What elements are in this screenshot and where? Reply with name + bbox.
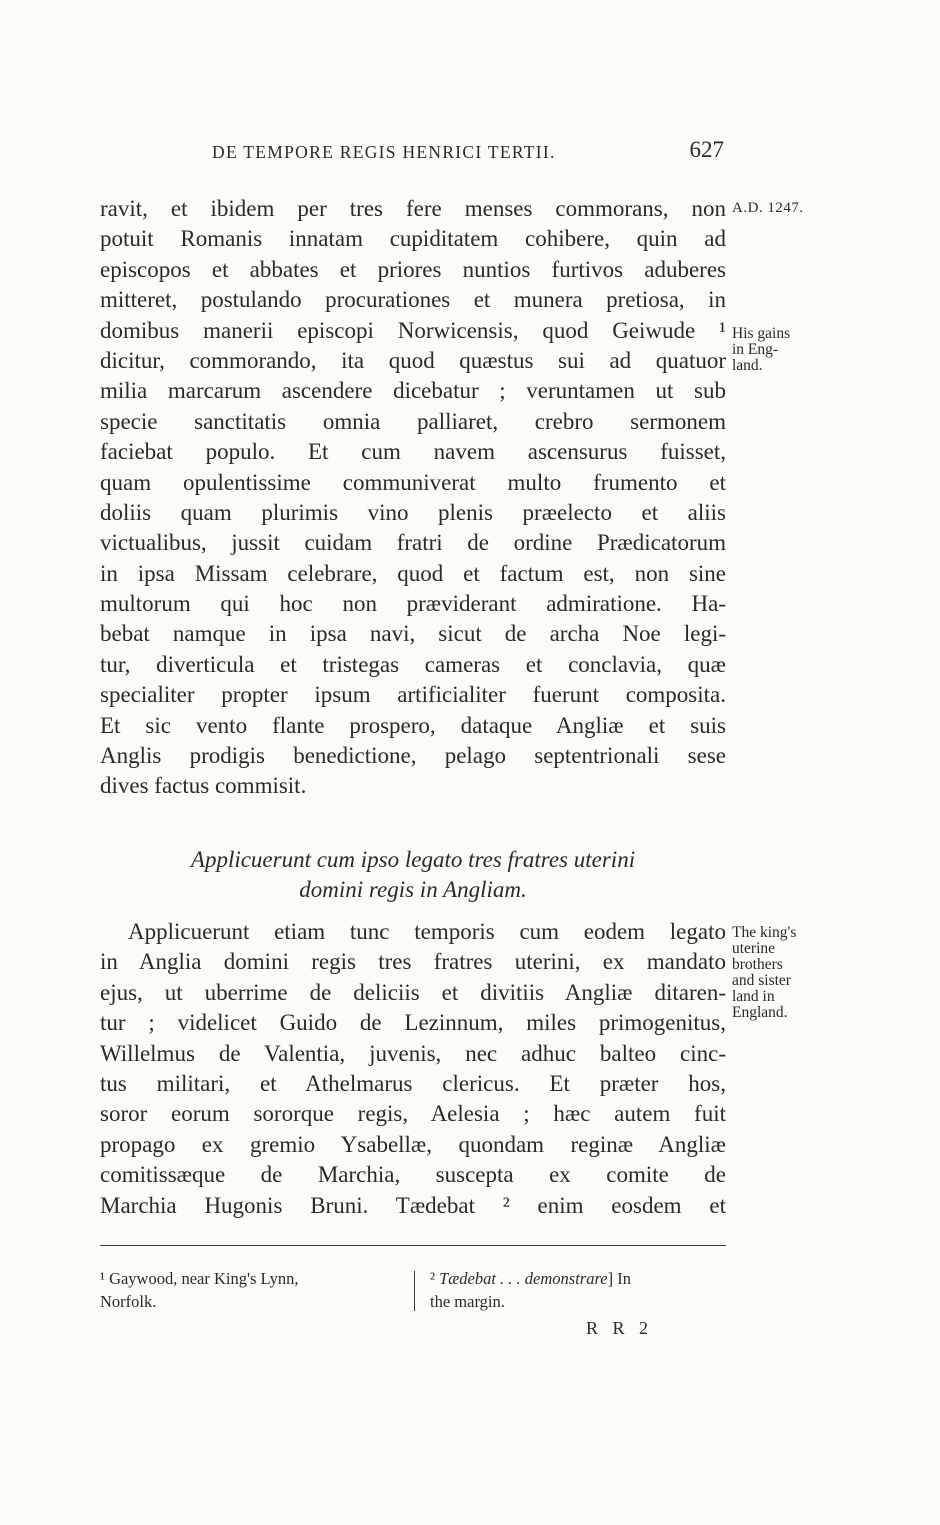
text-line: multorum qui hoc non præviderant admiratione. Ha- bbox=[100, 591, 726, 617]
text-line: soror eorum sororque regis, Aelesia ; hæc autem fuit bbox=[100, 1101, 726, 1127]
heading-line: domini regis in Angliam. bbox=[299, 877, 527, 902]
margin-note-line: land. bbox=[732, 357, 763, 374]
text-line: specialiter propter ipsum artificialiter fuerunt composita. bbox=[100, 682, 726, 708]
margin-note-line: England. bbox=[732, 1004, 788, 1021]
text-line: milia marcarum ascendere dicebatur ; veruntamen ut sub bbox=[100, 378, 726, 404]
text-line: propago ex gremio Ysabellæ, quondam reginæ Angliæ bbox=[100, 1131, 726, 1157]
text-line: Anglis prodigis benedictione, pelago septentrionali sese bbox=[100, 743, 726, 769]
margin-note-line: uterine bbox=[732, 940, 776, 957]
margin-note-gains bbox=[732, 326, 832, 374]
footnote-line: ¹ Gaywood, near King's Lynn, bbox=[100, 1269, 299, 1288]
text-line: domibus manerii episcopi Norwicensis, quod Geiwude ¹ bbox=[100, 317, 726, 343]
footnote-marker: ² bbox=[430, 1269, 440, 1288]
footnote-line: Norfolk. bbox=[100, 1292, 157, 1311]
text-line: bebat namque in ipsa navi, sicut de archa Noe legi- bbox=[100, 621, 726, 647]
footnote-2 bbox=[430, 1267, 726, 1313]
signature-mark: R R 2 bbox=[586, 1318, 654, 1338]
margin-note-line: His gains bbox=[732, 325, 791, 342]
text-line: Willelmus de Valentia, juvenis, nec adhuc balteo cinc- bbox=[100, 1040, 726, 1066]
footnote-line bbox=[430, 1267, 726, 1290]
page-number: 627 bbox=[689, 137, 724, 162]
text-line: mitteret, postulando procurationes et munera pretiosa, in bbox=[100, 287, 726, 313]
text-line: Marchia Hugonis Bruni. Tædebat ² enim eosdem et bbox=[100, 1192, 726, 1218]
text-line: ravit, et ibidem per tres fere menses commorans, non bbox=[100, 196, 726, 221]
footnote-rule bbox=[100, 1245, 726, 1246]
text-line: comitissæque de Marchia, suscepta ex comite de bbox=[100, 1162, 726, 1188]
heading-line: Applicuerunt cum ipso legato tres fratres uterini bbox=[190, 847, 636, 872]
margin-note-brothers bbox=[732, 925, 832, 1021]
text-line: tur ; videlicet Guido de Lezinnum, miles primogenitus, bbox=[100, 1010, 726, 1036]
footnote-divider bbox=[414, 1271, 415, 1311]
margin-note-line: and sister bbox=[732, 972, 791, 989]
text-line: potuit Romanis innatam cupiditatem cohibere, quin ad bbox=[100, 226, 726, 252]
text-line: dives factus commisit. bbox=[100, 773, 307, 799]
paragraph-1 bbox=[100, 194, 726, 802]
footnote-suffix: ] In bbox=[607, 1269, 631, 1288]
margin-note-line: land in bbox=[732, 988, 775, 1005]
text-line: quam opulentissime communiverat multo frumento et bbox=[100, 469, 726, 495]
text-line: episcopos et abbates et priores nuntios furtivos aduberes bbox=[100, 256, 726, 282]
running-head bbox=[212, 138, 724, 166]
margin-note-line: brothers bbox=[732, 956, 783, 973]
text-line: tus militari, et Athelmarus clericus. Et præter hos, bbox=[100, 1070, 726, 1096]
text-line: ejus, ut uberrime de deliciis et divitiis Angliæ ditaren- bbox=[100, 979, 726, 1005]
running-title: DE TEMPORE REGIS HENRICI TERTII. bbox=[212, 142, 556, 162]
footnote-reference: Tædebat . . . demonstrare bbox=[439, 1269, 608, 1288]
text-line: doliis quam plurimis vino plenis præelecto et aliis bbox=[100, 499, 726, 525]
text-line: Applicuerunt etiam tunc temporis cum eodem legato bbox=[128, 919, 726, 944]
text-line: in ipsa Missam celebrare, quod et factum est, non sine bbox=[100, 560, 726, 586]
text-line: Et sic vento flante prospero, dataque Angliæ et suis bbox=[100, 712, 726, 738]
paragraph-2 bbox=[100, 917, 726, 1221]
text-line: tur, diverticula et tristegas cameras et conclavia, quæ bbox=[100, 651, 726, 677]
text-line: dicitur, commorando, ita quod quæstus sui ad quatuor bbox=[100, 347, 726, 373]
footnote-line: the margin. bbox=[430, 1292, 505, 1311]
text-line: in Anglia domini regis tres fratres uterini, ex mandato bbox=[100, 949, 726, 975]
section-heading bbox=[100, 845, 726, 905]
margin-note-line: The king's bbox=[732, 924, 797, 941]
text-line: specie sanctitatis omnia palliaret, crebro sermonem bbox=[100, 408, 726, 434]
footnote-1 bbox=[100, 1267, 400, 1313]
text-line: victualibus, jussit cuidam fratri de ordine Prædicatorum bbox=[100, 530, 726, 556]
margin-note-year: A.D. 1247. bbox=[732, 200, 804, 216]
text-line: faciebat populo. Et cum navem ascensurus fuisset, bbox=[100, 439, 726, 465]
margin-note-line: in Eng- bbox=[732, 341, 779, 358]
